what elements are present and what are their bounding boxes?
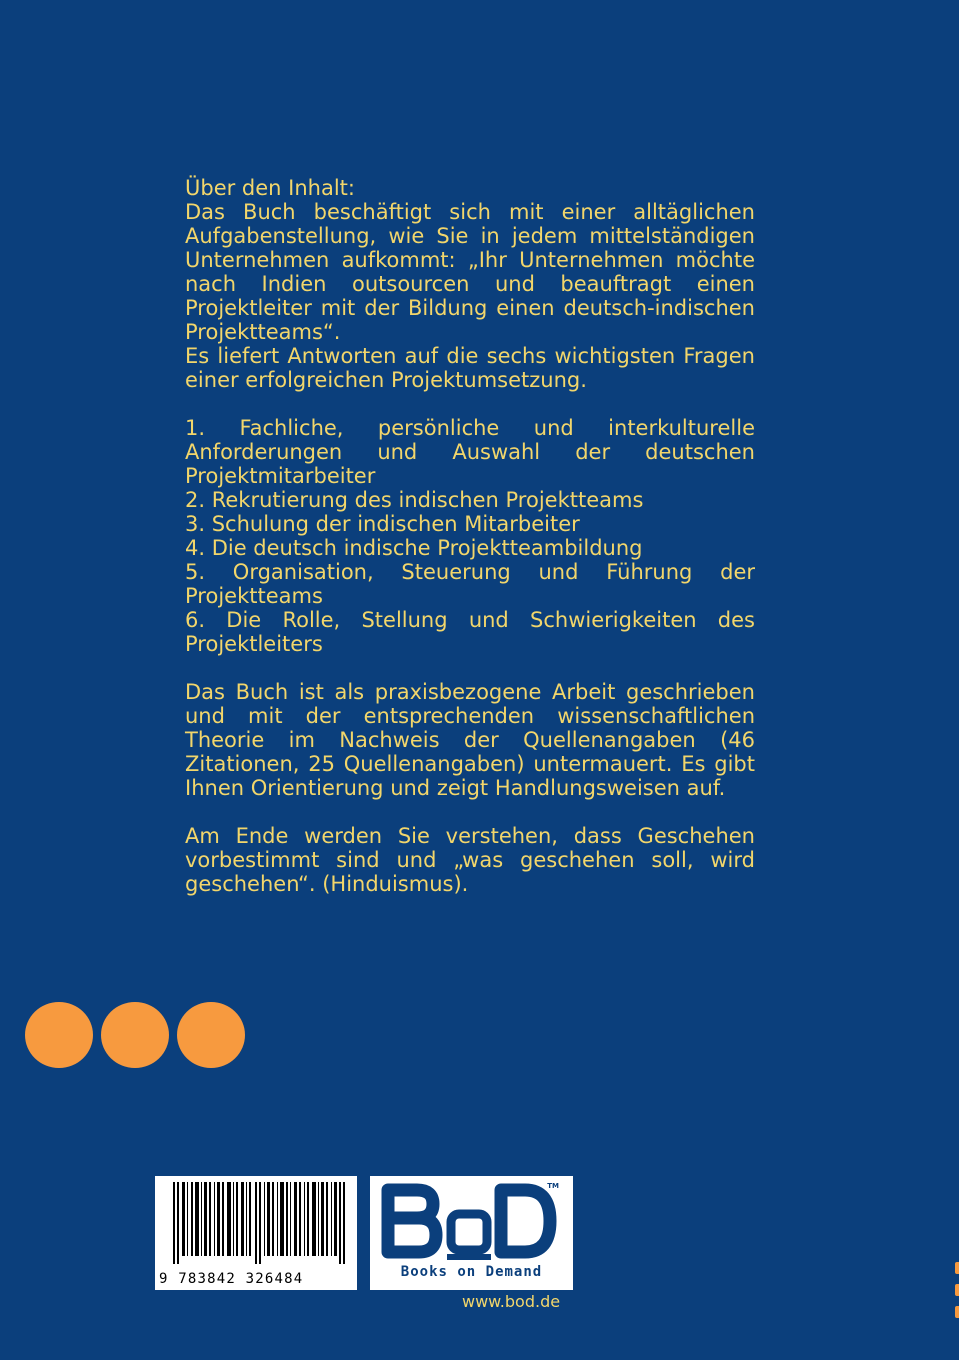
section-heading: Über den Inhalt: xyxy=(185,176,355,200)
publisher-tagline: Books on Demand xyxy=(400,1264,543,1280)
edge-marks xyxy=(955,1262,959,1318)
list-item: 4. Die deutsch indische Projektteambildung xyxy=(185,536,643,560)
orange-dot xyxy=(177,1002,245,1068)
orange-dot xyxy=(101,1002,169,1068)
list-item: 3. Schulung der indischen Mitarbeiter xyxy=(185,512,580,536)
orange-dot xyxy=(25,1002,93,1068)
trademark-label: TM xyxy=(547,1182,559,1190)
publisher-url[interactable]: www.bod.de xyxy=(462,1292,561,1311)
list-item: 2. Rekrutierung des indischen Projektteams xyxy=(185,488,644,512)
isbn-number: 9 783842 326484 xyxy=(159,1271,304,1287)
list-item: 1. Fachliche, persönliche und interkulturelle Anforderungen und Auswahl der deutschen Projektmitarbeiter xyxy=(185,416,755,488)
bod-logo-icon xyxy=(379,1182,564,1262)
edge-mark xyxy=(955,1262,959,1274)
isbn-barcode xyxy=(155,1176,357,1290)
back-cover-text xyxy=(185,176,755,896)
body-paragraph: Das Buch ist als praxisbezogene Arbeit geschrieben und mit der entsprechenden wissenschaftlichen Theorie im Nachweis der Quellenangaben (46 Zitationen, 25 Quellenangaben) untermauert. Es gibt Ihnen Orientierung und zeigt Handlungsweisen auf. xyxy=(185,680,755,800)
barcode-icon xyxy=(173,1182,351,1264)
intro-paragraph-2: Es liefert Antworten auf die sechs wichtigsten Fragen einer erfolgreichen Projektumsetzung. xyxy=(185,344,755,392)
publisher-logo xyxy=(370,1176,573,1290)
decorative-dots xyxy=(25,1002,245,1068)
intro-paragraph: Das Buch beschäftigt sich mit einer alltäglichen Aufgabenstellung, wie Sie in jedem mittelständigen Unternehmen aufkommt: „Ihr Unternehmen möchte nach Indien outsourcen und beauftragt einen Projektleiter mit der Bildung einen deutsch-indischen Projektteams“. xyxy=(185,200,755,344)
edge-mark xyxy=(955,1284,959,1296)
list-item: 6. Die Rolle, Stellung und Schwierigkeiten des Projektleiters xyxy=(185,608,755,656)
edge-mark xyxy=(955,1306,959,1318)
closing-paragraph: Am Ende werden Sie verstehen, dass Geschehen vorbestimmt sind und „was geschehen soll, wird geschehen“. (Hinduismus). xyxy=(185,824,755,896)
list-item: 5. Organisation, Steuerung und Führung der Projektteams xyxy=(185,560,755,608)
